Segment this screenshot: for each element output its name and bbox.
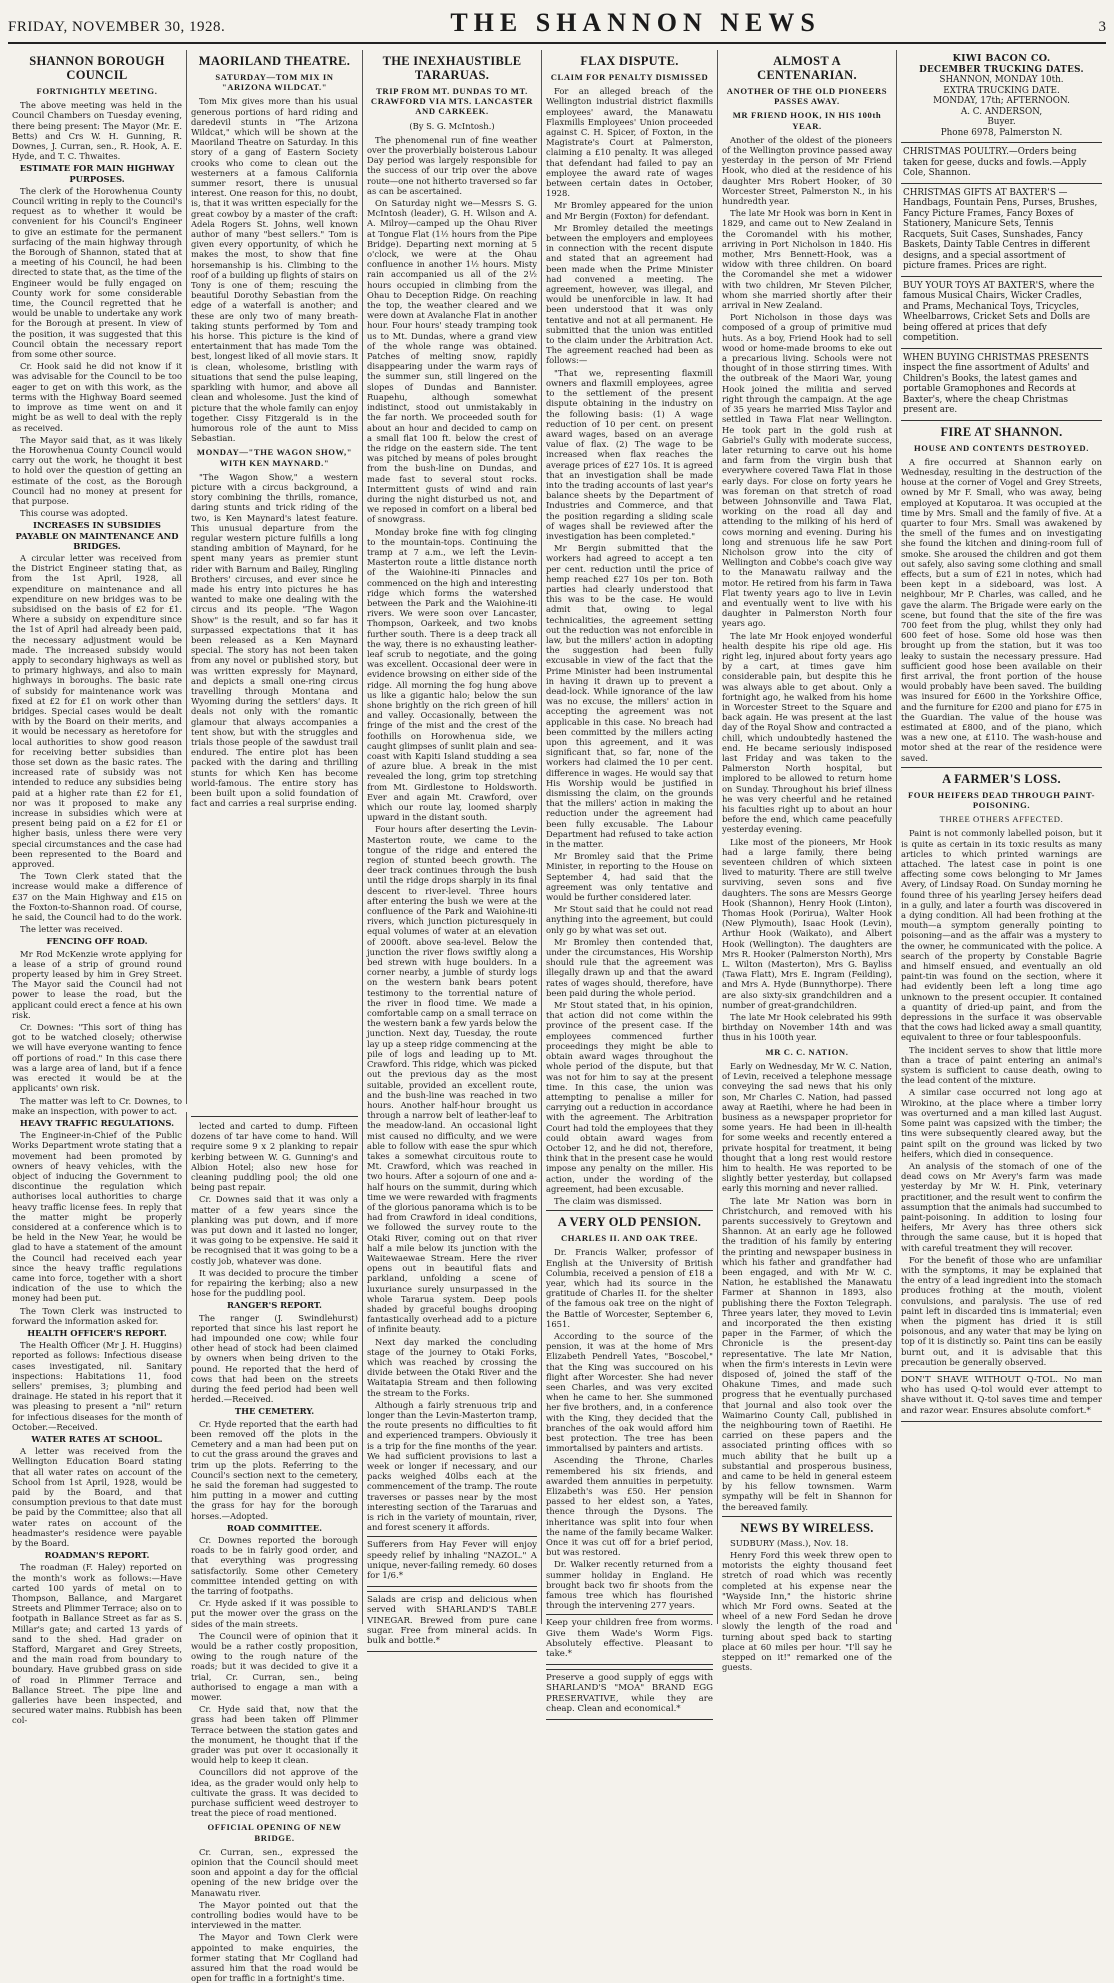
paragraph: Mr Bromley said that the Prime Minister, in reporting to the House on September 4, had said that the agreement was only tentative and would be further considered later. [546,851,713,903]
advertisement-nazol: Sufferers from Hay Fever will enjoy speedy relief by inhaling "NAZOL." A unique, never-failing remedy. 60 doses for 1/6.* [367,1536,537,1587]
ad-line: Buyer. [987,117,1016,127]
paragraph: The Mayor pointed out that the controlling bodies would have to be interviewed in the matter. [191,1899,358,1931]
paragraph: Like most of the pioneers, Mr Hook had a large family, there being seventeen children of which sixteen lived to maturity. There are still twelve surviving, seven sons and five daughters. The sons are Messrs George Hook (Shannon), Henry Hook (Linton), Thomas Hook (Porirua), Walter Hook (New Plymouth), Isaac Hook (Levin), Arthur Hook (Waikato), and Albert Hook (Wellington). The daughters are Mrs R. Hooker (Palmerston North), Mrs L. Wilton (Masterton), Mrs G. Bayliss (Tawa Flatt), Mrs E. Ingram (Feilding), and Mrs A. Hyde (Bunnythorpe). There are also sixty-six grandchildren and a number of great-grandchildren. [722,836,892,1010]
paragraph: The ranger (J. Swindlehurst) reported that since his last report he had impounded one cow; while four other head of stock had been claimed by owners when being driven to the pound. He reported that the herd of cows that had been on the streets during the feed period had been well herded.—Received. [191,1312,358,1405]
paragraph: The Council were of opinion that it would be a rather costly proposition, owing to the rough nature of the roads; but it was decided to give it a trial, Cr. Curran, sen., being authorised to engage a man with a mower. [191,1630,358,1702]
paragraph: The claim was dismissed. [554,1195,662,1206]
paragraph: HEALTH OFFICER'S REPORT. [27,1327,167,1338]
paragraph: This course was adopted. [20,508,128,519]
paragraph: Cr. Hyde said that, now that the grass had been taken off Plimmer Terrace between the station gates and the monument, he thought that if the grader was put over it occasionally it would help to keep it clean. [191,1704,358,1766]
paragraph: Mr Bromley then contended that, under the circumstances, His Worship should rule that the agreement was illegally drawn up and that the award rates of wages should, therefore, have been paid during the whole period. [546,936,713,998]
paragraph: ESTIMATE FOR MAIN HIGHWAY PURPOSES. [19,163,175,184]
paragraph: lected and carted to dump. Fifteen dozens of tar have come to hand. Will require some 9 x 2 planking to repair kerbing between W. G. Gunning's and Albion Hotel; also new hose for cleaning puddling pool; the old one being past repair. [191,1121,358,1193]
ad-line: MONDAY, 17th; AFTERNOON. [933,96,1070,106]
paragraph: The roadman (F. Haley) reported on the month's work as follows:—Have carted 100 yards of metal on to Thompson, Ballance, and Margaret Streets and Plimmer Terrace; also on to footpath in Ballance Street as far as S. Millar's gate; and carted 13 yards of sand to the shed. Had grader on Stafford, Margaret and Grey Streets, and the main road from boundary to boundary. Have grubbed grass on side of road in Plimmer Terrace and Ballance Street. The pipe line and galleries have been inspected, and secured water mains. Rubbish has been col- [12,1562,182,1726]
article-subheading: HOUSE AND CONTENTS DESTROYED. [914,442,1089,453]
paragraph: Dr. Walker recently returned from a summer holiday in England. He brought back two fir shoots from the famous tree which has flourished through the intervening 277 years. [546,1559,713,1611]
paragraph: Mr Bromley appeared for the union and Mr Bergin (Foxton) for defendant. [546,200,713,221]
advertisement-gifts: CHRISTMAS GIFTS AT BAXTER'S —Handbags, Fountain Pens, Purses, Brushes, Fancy Picture Frames, Fancy Boxes of Stationery, Manicure Sets, Tennis Racquets, Suit Cases, Sunshades, Fancy Baskets, Dainty Table Centres in different designs, and a special assortment of picture frames. Prices are right. [901,184,1102,277]
article-subheading: TRIP FROM MT. DUNDAS TO MT. CRAWFORD VIA MTS. LANCASTER AND CARKEEK. [370,86,534,117]
advertisement-q-tol: DON'T SHAVE WITHOUT Q-TOL. No man who has used Q-tol would ever attempt to shave without it. Q-tol saves time and temper and razor wear. Ensures absolute comfort.* [901,1371,1102,1422]
paragraph: The matter was left to Cr. Downes, to make an inspection, with power to act. [12,1095,182,1116]
column-ads-and-news [896,50,1106,1624]
paragraph: INCREASES IN SUBSIDIES PAYABLE ON MAINTENANCE AND BRIDGES. [15,520,179,551]
paragraph: ROAD COMMITTEE. [226,1522,323,1533]
article-subheading: CLAIM FOR PENALTY DISMISSED [550,72,709,82]
paragraph: Mr Stout said that he could not read anything into the agreement, but could only go by what was set out. [546,904,713,935]
paragraph: The late Mr Hook enjoyed wonderful health despite his ripe old age. His right leg, injured about forty years ago by a cart, at times gave him considerable pain, but despite this he was always able to get about. Only a fortnight ago, he walked from his home in Worcester Street to the Square and back again. He was present at the last day of the Royal Show and contracted a chill, which undoubtedly hastened the end. He became seriously indisposed last Friday and was taken to the Palmerston North hospital, but implored to be allowed to return home on Sunday. Throughout his brief illness he was very cheerful and he retained his faculties right up to about an hour before the end, which came peacefully yesterday evening. [722,630,892,835]
paragraph: A circular letter was received from the District Engineer stating that, as from the 1st April, 1928, all expenditure on maintenance and all expenditure on new bridges was to be subsidised on the basis of £2 for £1. Where a subsidy on expenditure since the 1st of April had already been paid, the necessary adjustment would be made. The increased subsidy would apply to secondary highways as well as to primary highways, and also to main highways in boroughs. The basic rate of subsidy for maintenance work was fixed at £2 for £1 on work other than bridges. Special cases would be dealt with by the Board on their merits, and it would be necessary as heretofore for local authorities to show good reason for receiving better subsidies than those set down as the basic rates. The increased rate of subsidy was not intended to reduce any subsidies being paid at a higher rate than £2 for £1, nor was it proposed to make any increase in subsidies which were at present being paid on a £2 for £1 or higher basis, unless there were very special circumstances and the case had been represented to the Board and approved. [12,552,182,870]
paragraph: According to the source of the pension, it was at the home of Mrs Elizabeth Pendrell Yates, "Boscobel," that the King was succoured on his flight after Worcester. She had never seen Charles, and was very excited when he came to her. She summoned her five brothers, and, in a conference with the King, they decided that the branches of the oak would afford him best protection. The tree has been immortalised by painters and artists. [546,1330,713,1454]
article-heading: THE INEXHAUSTIBLE TARARUAS. [382,54,522,82]
article-body [901,457,1102,763]
newspaper-page [8,8,1106,1983]
divider [722,1516,892,1517]
paragraph: On Saturday night we—Messrs S. G. McIntosh (leader), G. H. Wilson and A. A. Milroy—camped up the Ohau River at Tongue Flat (1½ hours from the Pipe Bridge). Departing next morning at 5 o'clock, we were at the Ohau confluence in another 1½ hours. Misty rain accompanied us all of the 2½ hours occupied in climbing from the Ohau to Deception Ridge. On reaching the top, the weather cleared and we were down at Avalanche Flat in another hour. Four hours' steady tramping took us to Mt. Dundas, where a grand view of the whole range was obtained. Patches of melting snow, rapidly disappearing under the warm rays of the summer sun, still lingered on the slopes of Dundas and Bannister. Ruapehu, although somewhat indistinct, stood out unmistakably in the far north. We proceeded south for about an hour and decided to camp on a small flat 100 ft. below the crest of the ridge on the eastern side. The tent was pitched by means of poles brought from the bush-line on Dundas, and made fast to several stout rocks. Intermittent gusts of wind and rain during the night disturbed us not, and we reposed in comfort on a liberal bed of snowgrass. [367,198,537,525]
paragraph: Henry Ford this week threw open to motorists the eighty thousand feet stretch of road which was recently completed at his expense near the "Wayside Inn," the historic shrine which Mr Ford owns. Seated at the wheel of a new Ford Sedan he drove slowly the length of the road and turning about sped back to starting place at 60 miles per hour. "I'll say he stepped on it!" remarked one of the guests. [722,1550,892,1673]
masthead [8,8,1106,44]
paragraph: A letter was received from the Wellington Education Board stating that all water rates on account of the School from 1st April, 1928, would be paid by the Board, and that consumption previous to that date must be paid by the Committee; also that all water rates on account of the headmaster's residence were payable by the Board. [12,1446,182,1549]
ad-line: EXTRA TRUCKING DATE. [943,85,1060,96]
divider [901,767,1102,768]
article-subheading: OFFICIAL OPENING OF NEW BRIDGE. [207,1822,342,1843]
column-maoriland-theatre [186,50,362,1104]
ad-line: Phone 6978, Palmerston N. [940,127,1063,138]
advertisement-vinegar: Salads are crisp and delicious when served with SHARLAND'S TABLE VINEGAR. Brewed from pure cane sugar. Free from mineral acids. In bulk and bottle.* [367,1591,537,1652]
paragraph: Cr. Downes: "This sort of thing has got to be watched closely; otherwise we will have everyone wanting to fence off portions of road." In this case there was a large area of land, but if a fence was erected it would be at the applicants' own risk. [12,1022,182,1094]
paragraph: The late Mr Hook was born in Kent in 1829, and came out to New Zealand in the Coromandel with his mother, arriving in Port Nicholson in 1840. His mother, Mrs Bennett-Hook, was a widow with three children. On board the Coromandel she met a widower with two children, Mr Steven Pilcher, whom she married shortly after their arrival in New Zealand. [722,208,892,311]
article-heading: NEWS BY WIRELESS. [740,1520,874,1535]
paragraph: The Mayor and Town Clerk were appointed to make enquiries, the former stating that Mr Coglland had assured him that the road would be open for traffic in a fortnight's time. [191,1932,358,1983]
paragraph: The above meeting was held in the Council Chambers on Tuesday evening, there being present: The Mayor (Mr. E. Betts) and Crs W. H. Gunning, R. Downes, J. Curran, sen., R. Hook, A. E. Hyde, and T. C. Thwaites. [12,100,182,162]
paragraph: It was decided to procure the timber for repairing the kerbing; also a new hose for the puddling pool. [191,1267,358,1299]
paragraph: THE CEMETERY. [234,1406,315,1417]
article-body [546,1247,713,1610]
article-body [191,1847,358,1983]
article-heading: A VERY OLD PENSION. [557,1215,702,1230]
article-subheading: SATURDAY—TOM MIX IN "ARIZONA WILDCAT." [215,72,334,93]
article-heading: MAORILAND THEATRE. [198,54,351,68]
paragraph: The Mayor said that, as it was likely the Horowhenua County Council would carry out the work, he thought it best to hold over the question of getting an estimate of the cost, as the Borough Council had no money at present for that purpose. [12,434,182,506]
article-heading: A FARMER'S LOSS. [942,771,1061,786]
article-body [191,1121,358,1818]
divider [191,1116,358,1117]
ad-line: A. C. ANDERSON, [960,106,1043,117]
paragraph: The phenomenal run of fine weather over the proverbially boisterous Labour Day period was largely responsible for the success of our trip over the above route—one not hitherto traversed so far as can be ascertained. [367,134,537,196]
paragraph: Mr Stout stated that, in his opinion, that action did not come within the province of the present case. If the employees commenced further proceedings they might be able to obtain award wages throughout the whole period of the dispute, but that was not for him to say at the present time. In this case, the union was attempting to penalise a miller for carrying out a reduction in accordance with the agreement. The Arbitration Court had told the employees that they could obtain award wages from October 12, and he did not, therefore, think that in the present case he would impose any penalty on the miller. His action, under the wording of the agreement, had been excusable. [546,1000,713,1194]
paragraph: "That we, representing flaxmill owners and flaxmill employees, agree to the settlement of the present dispute obtaining in the industry on the following basis: (1) A wage reduction of 10 per cent. on present award wages, based on an average value of flax. (2) The wage to be increased when flax reaches the average prices of £27 10s. It is agreed that an investigation shall be made into the trading accounts of last year's balance sheets by the Department of Industries and Commerce, and that the position regarding a sliding scale of wages shall be reviewed after the investigation has been completed." [546,367,713,541]
paragraph: The Town Clerk was instructed to forward the information asked for. [12,1305,182,1326]
paragraph: Mr Bergin submitted that the workers had agreed to accept a ten per cent. reduction until the price of hemp reached £27 10s per ton. Both parties had clearly understood that this was to be the case. He would admit that, owing to legal technicalities, the agreement setting out the reduction was not enforcible in law, but the millers' action in adopting the suggestion had been fully excusable in view of the fact that the Prime Minister had been instrumental in having it drawn up to prevent a dead-lock. While ignorance of the law was no excuse, the millers' action in accepting the agreement was not applicable in this case. No breach had been committed by the millers acting upon this agreement, and it was significant that, so far, none of the workers had claimed the 10 per cent. difference in wages. He would say that His Worship would be justified in dismissing the claim, on the grounds that the millers' action in making the reduction under the agreement had been fully excusable. The Labour Department had refused to take action in the matter. [546,543,713,850]
article-subheading: FORTNIGHTLY MEETING. [36,86,158,96]
advertisement-poultry: CHRISTMAS POULTRY.—Orders being taken for geese, ducks and fowls.—Apply Cole, Shannon. [901,143,1102,184]
paragraph: Next day marked the concluding stage of the journey to Otaki Forks, which was reached by crossing the divide between the Otaki River and the Waitatapia Stream and then following the stream to the Forks. [367,1336,537,1398]
article-body [722,135,892,1043]
article-subheading: MR FRIEND HOOK, IN HIS 100th YEAR. [732,110,882,131]
paragraph: A fire occurred at Shannon early on Wednesday, resulting in the destruction of the house at the corner of Vogel and Grey Streets, owned by Mr F. Small, who was away, being employed at Koputaroa. It was occupied at the time by Mrs. Small and the family of five. At a quarter to four Mrs. Small was awakened by the smell of the fumes and on investigating she found the kitchen and dining-room full of smoke. She aroused the children and got them out safely, also saving some clothing and small effects, but a sum of £21 in notes, which had been kept in a sideboard, was lost. A neighbour, Mr P. Charles, was called, and he gave the alarm. The Brigade were early on the scene, but found that the site of the fire was 700 feet from the plug, whilst they only had 600 feet of hose. Some old hose was then brought up from the station, but it was too leaky to sustain the necessary pressure. Had sufficient good hose been available on their first arrival, the front portion of the house would probably have been saved. The building was insured for £600 in the Yorkshire Office, and the furniture for £200 and piano for £75 in the Guardian. The value of the house was estimated at £800, and of the piano, which was a new one, at £110. The wash-house and motor shed at the rear of the residence were saved. [901,456,1102,763]
paragraph: Although a fairly strenuous trip and longer than the Levin-Masterton tramp, the route presents no difficulties to fit and experienced trampers. Obviously it is a trip for the fine months of the year. We had sufficient provisions to last a week or longer if necessary, and our packs weighed 40lbs each at the commencement of the tramp. The route traverses or passes near by the most interesting section of the Tararuas and is rich in the variety of mountain, river, and forest scenery it affords. [367,1399,537,1533]
article-body [191,96,358,443]
columns [8,44,1106,1983]
article-subheading: CHARLES II. AND OAK TREE. [560,1233,699,1244]
paragraph: The Health Officer (Mr J. H. Huggins) reported as follows: Infectious disease cases investigated, nil. Sanitary inspections: Habitations 11, food sellers' premises, 3; plumbing and drainage. He stated in his report that it was pleasing to present a "nil" return for infectious diseases for the month of October.—Received. [12,1340,182,1432]
newspaper-title: THE SHANNON NEWS [450,8,821,37]
column-centenarian [717,50,896,1673]
paragraph: Ascending the Throne, Charles remembered his six friends, and awarded them annuities in perpetuity. Elizabeth's was £50. Her pension passed to her eldest son, a Yates, thence through the Dysons. The inheritance was split into four when the name of the family became Walker. Once it was cut off for a brief period, but was restored. [546,1455,713,1558]
article-heading: ALMOST A CENTENARIAN. [757,54,857,82]
paragraph: For the benefit of those who are unfamiliar with the symptoms, it may be explained that the entry of a lead ingredient into the stomach produces frothing at the mouth, violent convulsions, and paralysis. The use of red paint left in discarded tins is immaterial; even when the pigment has dried it is still poisonous, and any water that may be lying on top of it is distinctly so. Paint tins can be easily burnt out, and it is advisable that this precaution be generally observed. [901,1254,1102,1367]
column-council-continued [186,1112,362,1983]
paragraph: RANGER'S REPORT. [227,1300,322,1311]
paragraph: Paint is not commonly labelled poison, but it is quite as certain in its toxic results as many articles to which printed warnings are attached. The latest case in point is one affecting some cows belonging to Mr James Avery, of Lindsay Road. On Sunday morning he found three of his yearling Jersey heifers dead in a gully, and later a fourth was discovered in a dying condition. All had been frothing at the mouth—a symptom generally pointing to poisoning—and as the affair was a mystery to the owner, he communicated with the police. A search of the property by Constable Bagrie and himself ensued, and eventually an old paint-tin was found on the section, where it had evidently been left a long time ago unknown to the present occupier. It contained a quantity of dried-up paint, and from the depressions in the surface it was observable that the cows had licked away a small quantity, equivalent to three or four tablespoonfuls. [901,828,1102,1043]
paragraph: SUDBURY (Mass.), Nov. 18. [730,1537,849,1548]
paragraph: The letter was received. [20,924,123,935]
article-subheading: MONDAY—"THE WAGON SHOW," WITH KEN MAYNARD." [196,447,353,468]
paragraph: Cr. Downes reported the borough roads to be in fairly good order, and that everything was progressing satisfactorily. Some other Cemetery committee intended getting on with the tarring of footpaths. [191,1534,358,1596]
paragraph: The late Mr Hook celebrated his 99th birthday on November 14th and was thus in his 100th year. [722,1012,892,1043]
paragraph: ROADMAN'S REPORT. [44,1550,150,1561]
paragraph: A similar case occurred not long ago at Wirokino, at the place where a timber lorry was overturned and a man killed last August. Some paint was capsized with the timber; the tins were subsequently cleared away, but the paint spilt on the ground was licked by two heifers, which died in consequence. [901,1087,1102,1159]
paragraph: The late Mr Nation was born in Christchurch, and removed with his parents successively to Greytown and Shannon. At an early age he followed the tradition of his family by entering the printing and newspaper business in which his father and grandfather had been engaged, and with Mr W. C. Nation, he established the Manawatu Farmer at Shannon in 1893, also publishing there the Foxton Telegraph. Three years later, they moved to Levin and incorporated the then existing paper in the Farmer, of which the Chronicle is the present-day representative. The late Mr Nation, when the firm's interests in Levin were disposed of, joined the staff of the Ohakune Times, and made such progress that he eventually purchased that journal and also took over the Waimarino County Call, published in the neighbouring town of Raetihi. He carried on these papers and the associated printing offices with so much ability that he built up a substantial and prosperous business, and came to be held in general esteem by his fellow townsmen. Warm sympathy will be felt in Shannon for the bereaved family. [722,1195,892,1512]
paragraph: Cr. Hyde reported that the earth had been removed off the plots in the Cemetery and a man had been put on to cut the grass around the graves and trim up the plots. Referring to the Council's section next to the cemetery, he said the foreman had suggested to him putting in a mower and cutting the grass for hay for the borough horses.—Adopted. [191,1418,358,1521]
advertisement-presents: WHEN BUYING CHRISTMAS PRESENTS inspect the fine assortment of Adults' and Children's Books, the latest games and portable Gramophones and Records at Baxter's, where the cheap Christmas present are. [901,349,1102,421]
paragraph: The clerk of the Horowhenua County Council writing in reply to the Council's request as to whether it would be convenient for his Council's Engineer to give an estimate for the permanent surfacing of the main highway through the Borough of Shannon, stated that at a meeting of his Council, he had been directed to state that, as the time of the Engineer would be fully engaged on County work for some considerable time, the Council regretted that he would be unable to undertake any work for the Borough at present. In view of the position, it was suggested that this Council obtain the necessary report from some other source. [12,185,182,360]
article-heading: FIRE AT SHANNON. [940,424,1063,439]
article-body [722,1061,892,1512]
paragraph: Cr. Curran, sen., expressed the opinion that the Council should meet soon and appoint a day for the official opening of the new bridge over the Manawatu river. [191,1846,358,1898]
page-number: 3 [1098,19,1106,35]
paragraph: Tom Mix gives more than his usual generous portions of hard riding and daredevil stunts in "The Arizona Wildcat," which will be shown at the Maoriland Theatre on Saturday. In this story of a gang of Eastern Society crooks who come to clean out the westerners at a famous California summer resort, there is unusual interest. One reason for this, no doubt, is, that it was written especially for the great cowboy by a master of the craft: Adela Rogers St. Johns, well known author of many "best sellers." Tom is given every opportunity, of which he makes the most, to show that fine horsemanship is his. Climbing to the roof of a building up flights of stairs on Tony is one of them; rescuing the beautiful Dorothy Sebastian from the edge of a waterfall is another; and these are only two of many breath-taking stunts performed by Tom and his horse. This picture is the kind of entertainment that has made Tom the best, longest liked of all movie stars. It is clean, wholesome, bristling with situations that send the pulse leaping, sparkling with humor, and above all clean and wholesome. Just the kind of picture that the whole family can enjoy together. Cissy Fitzgerald is in the humorous role of the aunt to Miss Sebastian. [191,96,358,444]
advertisement-toys: BUY YOUR TOYS AT BAXTER'S, where the famous Musical Chairs, Wicker Cradles, and Prams, Mechanical Toys, Tricycles, Wheelbarrows, Cricket Sets and Dolls are being offered at prices that defy competition. [901,277,1102,349]
article-body [722,1538,892,1673]
paragraph: The Engineer-in-Chief of the Public Works Department wrote stating that a movement had been promoted by owners of heavy vehicles, with the object of inducing the Government to discontinue the regulation which authorises local authorities to charge heavy traffic license fees. In reply that the matter might be properly considered at a conference which is to be held in the New Year, he would be glad to have a statement of the amount the Council had received each year since the heavy traffic regulations came into force, together with a short indication of the use to which the money had been put. [12,1130,182,1304]
article-subheading: ANOTHER OF THE OLD PIONEERS PASSES AWAY. [726,86,888,107]
article-body [12,100,182,1725]
paragraph: Dr. Francis Walker, professor of English at the University of British Columbia, received a pension of £18 a year, which had its source in the gratitude of Charles II. for the shelter of the famous oak tree on the night of the Battle of Worcester, September 6, 1651. [546,1247,713,1329]
column-tararuas [362,50,541,1647]
ad-subtitle: DECEMBER TRUCKING DATES. [919,64,1084,75]
ad-title: KIWI BACON CO. [952,53,1051,64]
paragraph: Councillors did not approve of the idea, as the grader would only help to cultivate the grass. It was decided to purchase sufficient weed destroyer to treat the piece of road mentioned. [191,1767,358,1819]
divider [546,1210,713,1211]
paragraph: An analysis of the stomach of one of the dead cows on Mr Avery's farm was made yesterday by Mr W. H. Pink, veterinary practitioner, and the result went to confirm the assumption that the animals had succumbed to paint-poisoning. In addition to losing four heifers, Mr Avery has three others sick through the same cause, but it is hoped that with careful treatment they will recover. [901,1160,1102,1253]
paragraph: Cr. Hook said he did not know if it was advisable for the Council to be too eager to get on with this work, as the terms with the Highway Board seemed to improve as time went on and it might be as well to deal with the reply as received. [12,361,182,433]
paragraph: "The Wagon Show," a western picture with a circus background, a story combining the thrills, romance, daring stunts and trick riding of the two, is Ken Maynard's latest feature. This unusual departure from the regular western picture fulfills a long standing ambition of Maynard, for he spent many years as premier stunt rider with Barnum and Bailey, Ringling Brothers' circuses, and ever since he made his entry into pictures he has wanted to make one dealing with the circus and its people. "The Wagon Show" is the result, and so far has it surpassed expectations that it has been released as a Ken Maynard special. The story has not been taken from any novel or published story, but was written expressly for Maynard, and depicts a small one-ring circus travelling through Montana and Wyoming during the settlers' days. It deals not only with the romantic glamour that always accompanies a tent show, but with the struggles and trials those people of the sawdust trail endured. The entire plot has been packed with the daring and thrilling stunts for which Ken has become world-famous. The entire story has been built upon a solid foundation of fact and carries a real surprise ending. [191,471,358,809]
ad-lines [903,75,1100,138]
article-body [901,828,1102,1367]
paragraph: Mr Rod McKenzie wrote applying for a lease of a strip of ground round property leased by him in Grey Street. The Mayor said the Council had not power to lease the road, but the applicant could erect a fence at his own risk. [12,948,182,1020]
paragraph: Monday broke fine with fog clinging to the mountain-tops. Continuing the tramp at 7 a.m., we left the Levin-Masterton route a little distance north of the Waiohine-iti Pinnacles and commenced on the high and interesting ridge which forms the watershed between the Park and the Waiohine-iti rivers. We were soon over Lancaster, Thompson, Oarkeek, and two knobs further south. There is a deep track all the way, there is no exhausting leather-leaf scrub to negotiate, and the going was excellent. Occasional deer were in evidence browsing on either side of the ridge. All morning the fog hung above us like a gigantic halo; below the sun shone brightly on the rich green of hill and valley. Occasionally, between the fringe of the mist and the crest of the foothills on Horowhenua side, we caught glimpses of sunlit plain and sea-coast with Kapiti Island studding a sea of azure blue. A break in the mist revealed the long, grim top stretching from Mt. Girdlestone to Holdsworth. Ever and again Mt. Crawford, over which our route lay, loomed sharply upward in the distant south. [367,526,537,823]
advertisement-kiwi-bacon [901,50,1102,143]
paragraph: Mr Bromley detailed the meetings between the employers and employees in connection with the recent dispute and stated that an agreement had been made when the Prime Minister had convened a meeting. The agreement, however, was illegal, and would be unenforcible in law. It had been understood that it was only tentative and not at all permanent. He submitted that the union was entitled to the claim under the Arbitration Act. The agreement reached had been as follows:— [546,222,713,366]
advertisement-worm-figs: Keep your children free from worms. Give them Wade's Worm Figs. Absolutely effective. Pleasant to take.* [546,1614,713,1665]
paragraph: The Town Clerk stated that the increase would make a difference of £37 on the Main Highway and £15 on the Foxton-to-Shannon road. Of course, he said, the Council had to do the work. [12,871,182,923]
ad-line: SHANNON, MONDAY 10th. [939,75,1064,85]
paragraph: The incident serves to show that little more than a trace of paint entering an animal's system is sufficient to cause death, owing to the lead content of the mixture. [901,1044,1102,1086]
article-body [367,135,537,1533]
article-heading: FLAX DISPUTE. [580,54,679,68]
paragraph: Another of the oldest of the pioneers of the Wellington province passed away yesterday in the person of Mr Friend Hook, who died at the residence of his daughter Mrs Robert Hooker, of 30 Worcester Street, Palmerston N., in his hundredth year. [722,134,892,207]
paragraph: Four hours after deserting the Levin-Masterton route, we came to the tongue of the ridge and entered the region of stunted beech growth. The deer track continues through the bush until the ridge drops sharply in its final descent to river-level. Three hours after entering the bush we were at the confluence of the Park and Waiohine-iti rivers, which junction picturesquely in equal volumes of water at an elevation of 2000ft. above sea-level. Below the junction the river flows swiftly along a bed strewn with huge boulders. In a corner nearby, a jumble of sturdy logs on the western bank bears potent testimony to the torrential nature of the river in flood time. We made a comfortable camp on a small terrace on the western bank a few yards below the junction. Next day, Tuesday, the route lay up a steep ridge commencing at the pile of logs and leading up to Mt. Crawford. This ridge, which was picked out the previous day as the most suitable, provided an excellent route, and the bush-line was reached in two hours. Another half-hour brought us through a narrow belt of leather-leaf to the meadow-land. An occasional light mist caused no difficulty, and we were able to follow with ease the spur which takes a somewhat circuitous route to Mt. Crawford, which was reached in two hours. After a sojourn of one and a-half hours on the summit, during which time we were rewarded with fragments of the glorious panorama which is to be had from Crawford in ideal conditions, we followed the survey route to the Otaki River, coming out on that river half a mile below its junction with the Waitewaewae Stream. Here the river opens out in beautiful flats and parkland, unfolding a scene of luxuriance surely unsurpassed in the whole Tararua system. Deep pools shaded by graceful boughs drooping fantastically overhead add to a picture of infinite beauty. [367,824,537,1335]
article-heading: SHANNON BOROUGH COUNCIL [29,54,165,82]
paragraph: FENCING OFF ROAD. [46,936,148,947]
article-subheading: MR C. C. NATION. [765,1046,849,1057]
article-body [191,472,358,809]
article-subheading: FOUR HEIFERS DEAD THROUGH PAINT-POISONING. [907,789,1096,810]
advertisement-egg-preservative: Preserve a good supply of eggs with SHARLAND'S "MOA" BRAND EGG PRESERVATIVE, while they are cheap. Clean and economical.* [546,1669,713,1720]
paragraph: Cr. Hyde asked if it was possible to put the mower over the grass on the sides of the main streets. [191,1598,358,1629]
paragraph: WATER RATES AT SCHOOL. [31,1434,163,1444]
paragraph: Port Nicholson in those days was composed of a group of primitive mud huts. As a boy, Friend Hook had to sell wood or home-made brooms to eke out a precarious living. Schools were not thought of in those stirring times. With the outbreak of the Maori War, young Hook joined the militia and served right through the campaign. At the age of 35 years he married Miss Taylor and settled in Tawa Flat near Wellington. He took part in the gold rush at Gabriel's Gully with moderate success, later returning to carve out his home and farm from the virgin bush that everywhere covered Tawa Flat in those early days. For close on forty years he was foreman on that stretch of road between Johnsonville and Tawa Flat, working on the road all day and attending to the milking of his herd of cows morning and evening. During his long and strenuous life he saw Port Nicholson grow into the city of Wellington and Cobbe's coach give way to the Manawatu railway and the motor. He retired from his farm in Tawa Flat twenty years ago to live in Levin and eventually went to live with his daughter in Palmerston North four years ago. [722,312,893,629]
paragraph: HEAVY TRAFFIC REGULATIONS. [19,1117,175,1128]
column-borough-council [8,50,186,1726]
column-flax-dispute [541,50,717,1714]
paragraph: Early on Wednesday, Mr W. C. Nation, of Levin, received a telephone message conveying the sad news that his only son, Mr Charles C. Nation, had passed away at Raetihi, where he had been in business as a newspaper proprietor for some years. He had been in ill-health for some weeks and recently entered a private hospital for treatment, it being thought that a long rest would restore him to health. He was reported to be slightly better yesterday, but collapsed early this morning and never rallied. [722,1060,892,1194]
article-body [546,86,713,1206]
byline: (By S. G. McIntosh.) [409,120,495,131]
paragraph: For an alleged breach of the Wellington industrial district flaxmills employees' award, the Manawatu Flaxmills Employees' Union proceeded against C. H. Spicer, of Foxton, in the Magistrate's Court at Palmerston, claiming a £10 penalty. It was alleged that defendant had failed to pay an employee the award rate of wages between certain dates in October, 1928. [546,86,713,199]
paragraph: Cr. Downes said that it was only a matter of a few years since the planking was put down, and if more was put down and it lasted no longer, it was going to be expensive. He said it be recognised that it was going to be a costly job, whatever was done. [191,1194,358,1266]
issue-date: FRIDAY, NOVEMBER 30, 1928. [8,19,226,35]
article-subheading: THREE OTHERS AFFECTED. [939,814,1064,825]
